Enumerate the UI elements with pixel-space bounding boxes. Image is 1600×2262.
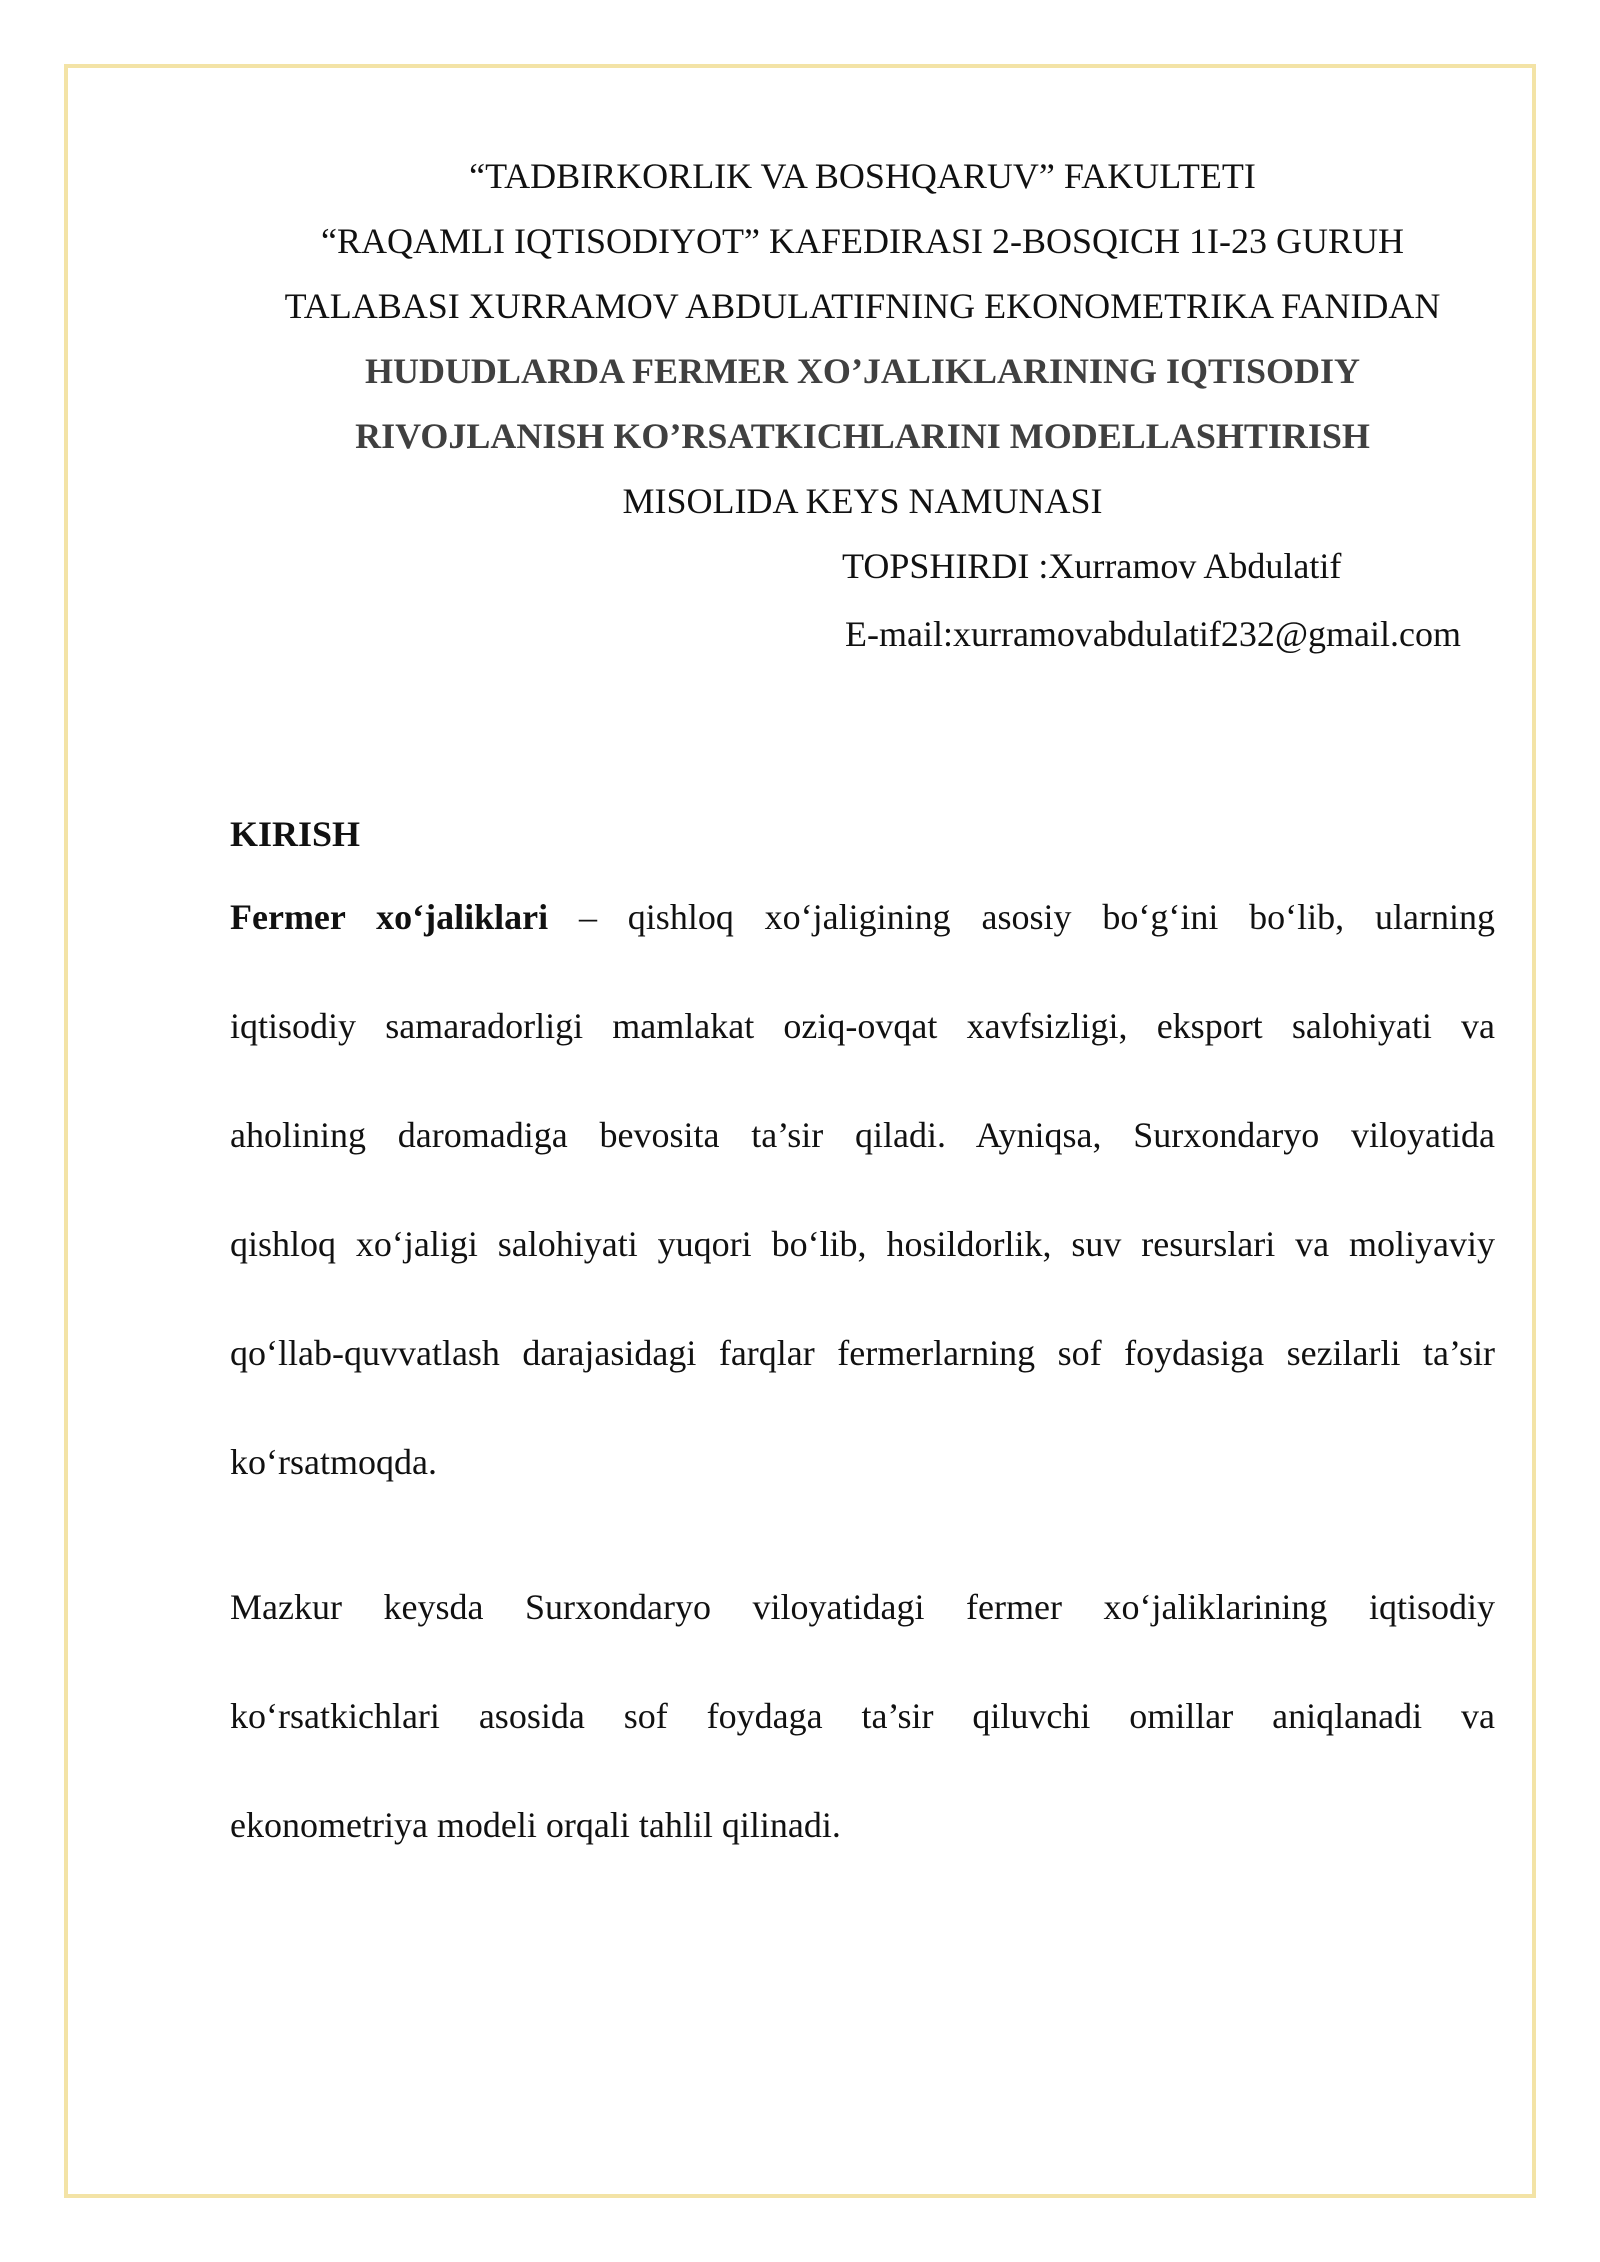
paragraph-1-line-4: qishloq xo‘jaligi salohiyati yuqori bo‘lib, hosildorlik, suv resurslari va moliyaviy xyxy=(230,1224,1495,1264)
paragraph-1-line-6: ko‘rsatmoqda. xyxy=(230,1442,437,1482)
document-title-line-1: HUDUDLARDA FERMER XO’JALIKLARINING IQTISODIY xyxy=(364,351,1361,391)
case-study-line: MISOLIDA KEYS NAMUNASI xyxy=(622,481,1103,521)
paragraph-1-line-1 xyxy=(230,895,1495,939)
author-email: E-mail:xurramovabdulatif232@gmail.com xyxy=(845,614,1461,654)
paragraph-1-line-1-text: – qishloq xo‘jaligining asosiy bo‘g‘ini bo‘lib, ularning xyxy=(548,897,1496,937)
paragraph-1-line-5: qo‘llab-quvvatlash darajasidagi farqlar fermerlarning sof foydasiga sezilarli ta’sir xyxy=(230,1333,1495,1373)
paragraph-2-line-1: Mazkur keysda Surxondaryo viloyatidagi fermer xo‘jaliklarining iqtisodiy xyxy=(230,1587,1495,1627)
paragraph-2-line-2: ko‘rsatkichlari asosida sof foydaga ta’sir qiluvchi omillar aniqlanadi va xyxy=(230,1696,1495,1736)
document-title-line-2: RIVOJLANISH KO’RSATKICHLARINI MODELLASHTIRISH xyxy=(355,416,1370,456)
department-line: “RAQAMLI IQTISODIYOT” KAFEDIRASI 2-BOSQICH 1I-23 GURUH xyxy=(321,221,1404,261)
paragraph-1-line-3: aholining daromadiga bevosita ta’sir qiladi. Ayniqsa, Surxondaryo viloyatida xyxy=(230,1115,1495,1155)
submitted-by: TOPSHIRDI :Xurramov Abdulatif xyxy=(842,546,1342,586)
key-term: Fermer xo‘jaliklari xyxy=(230,897,549,937)
intro-heading: KIRISH xyxy=(230,814,361,854)
paragraph-1-line-2: iqtisodiy samaradorligi mamlakat oziq-ovqat xavfsizligi, eksport salohiyati va xyxy=(230,1006,1495,1046)
paragraph-2-line-3: ekonometriya modeli orqali tahlil qilinadi. xyxy=(230,1805,841,1845)
student-line: TALABASI XURRAMOV ABDULATIFNING EKONOMETRIKA FANIDAN xyxy=(284,286,1441,326)
faculty-line: “TADBIRKORLIK VA BOSHQARUV” FAKULTETI xyxy=(469,156,1256,196)
